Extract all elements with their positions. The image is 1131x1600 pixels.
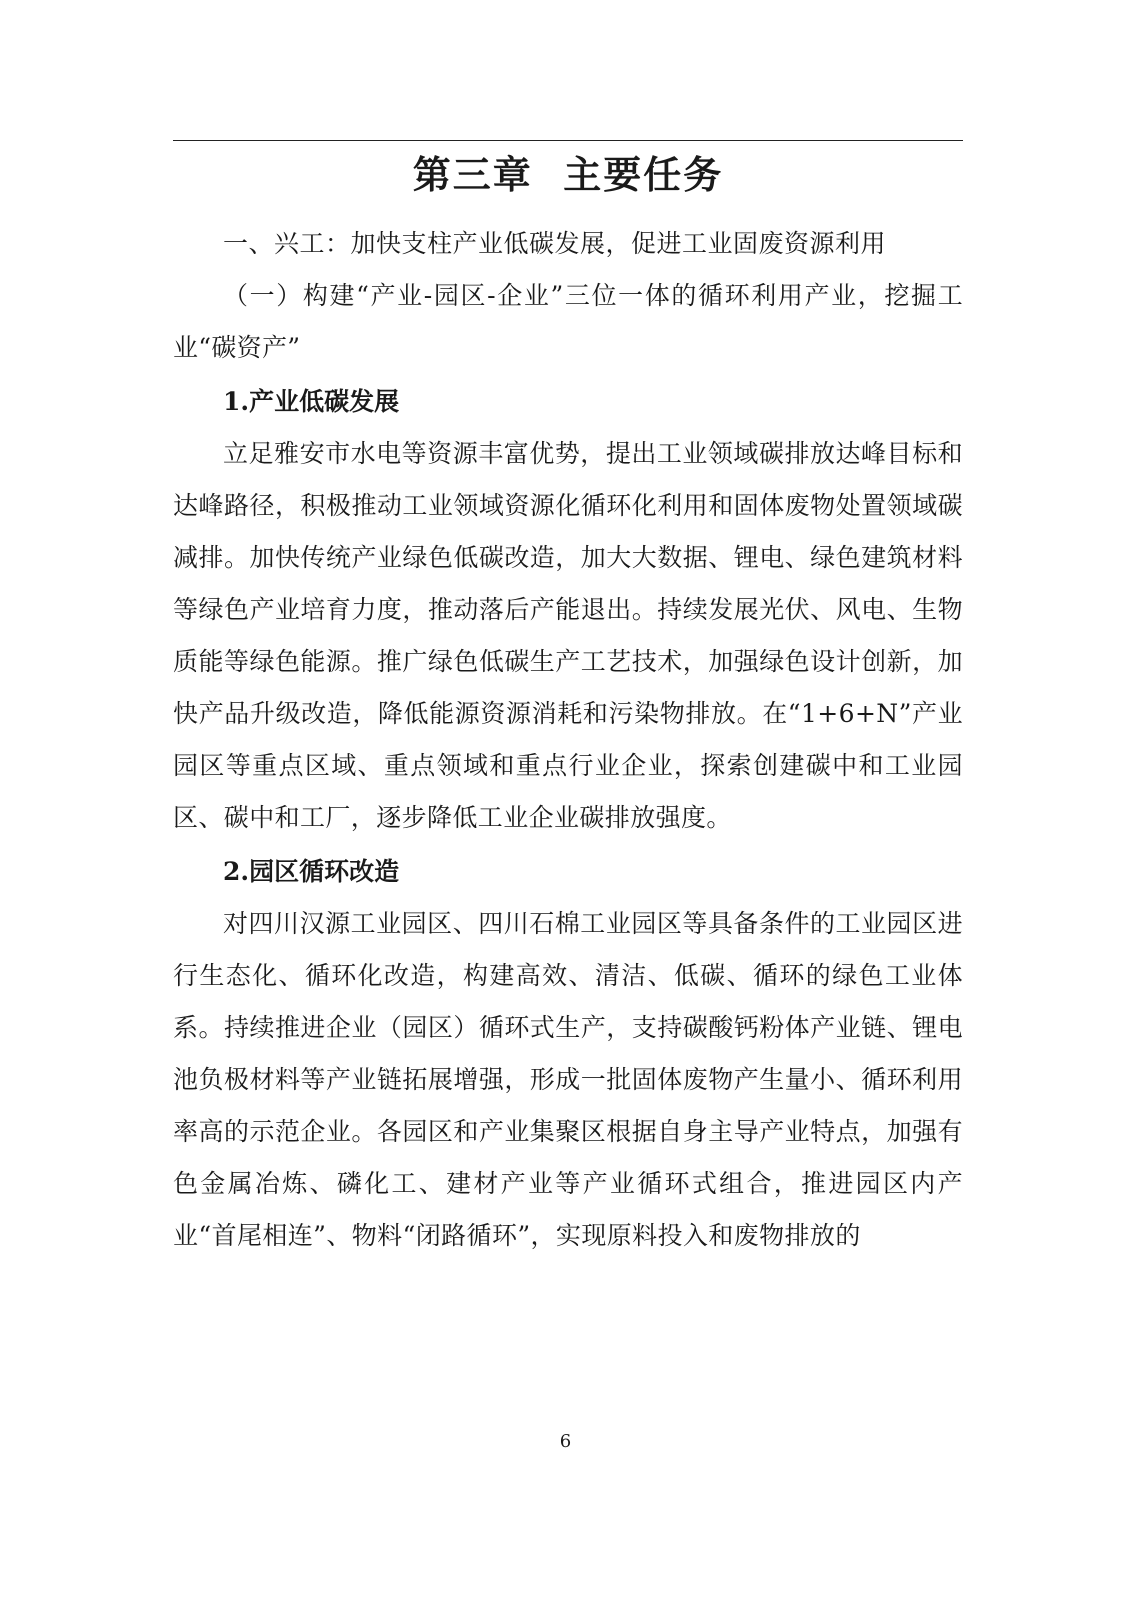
- paragraph-1: 立足雅安市水电等资源丰富优势，提出工业领域碳排放达峰目标和达峰路径，积极推动工业领域资源化循环化利用和固体废物处置领域碳减排。加快传统产业绿色低碳改造，加大大数据、锂电、绿色建筑材料等绿色产业培育力度，推动落后产能退出。持续发展光伏、风电、生物质能等绿色能源。推广绿色低碳生产工艺技术，加强绿色设计创新，加快产品升级改造，降低能源资源消耗和污染物排放。在“1+6+N”产业园区等重点区域、重点领域和重点行业企业，探索创建碳中和工业园区、碳中和工厂，逐步降低工业企业碳排放强度。: [173, 439, 963, 832]
- chapter-title: 第三章 主要任务: [412, 152, 724, 197]
- item-heading-1: 1.产业低碳发展: [223, 387, 400, 416]
- item-heading-2: 2.园区循环改造: [223, 857, 400, 886]
- subsection-heading: （一）构建“产业-园区-企业”三位一体的循环利用产业，挖掘工业“碳资产”: [173, 281, 963, 362]
- page-number: 6: [559, 1431, 572, 1452]
- header-rule: [173, 140, 963, 141]
- paragraph-2: 对四川汉源工业园区、四川石棉工业园区等具备条件的工业园区进行生态化、循环化改造，构建高效、清洁、低碳、循环的绿色工业体系。持续推进企业（园区）循环式生产，支持碳酸钙粉体产业链、锂电池负极材料等产业链拓展增强，形成一批固体废物产生量小、循环利用率高的示范企业。各园区和产业集聚区根据自身主导产业特点，加强有色金属冶炼、磷化工、建材产业等产业循环式组合，推进园区内产业“首尾相连”、物料“闭路循环”，实现原料投入和废物排放的: [173, 909, 963, 1250]
- document-body: [173, 218, 963, 1262]
- section-heading-1: 一、兴工：加快支柱产业低碳发展，促进工业固废资源利用: [223, 229, 887, 258]
